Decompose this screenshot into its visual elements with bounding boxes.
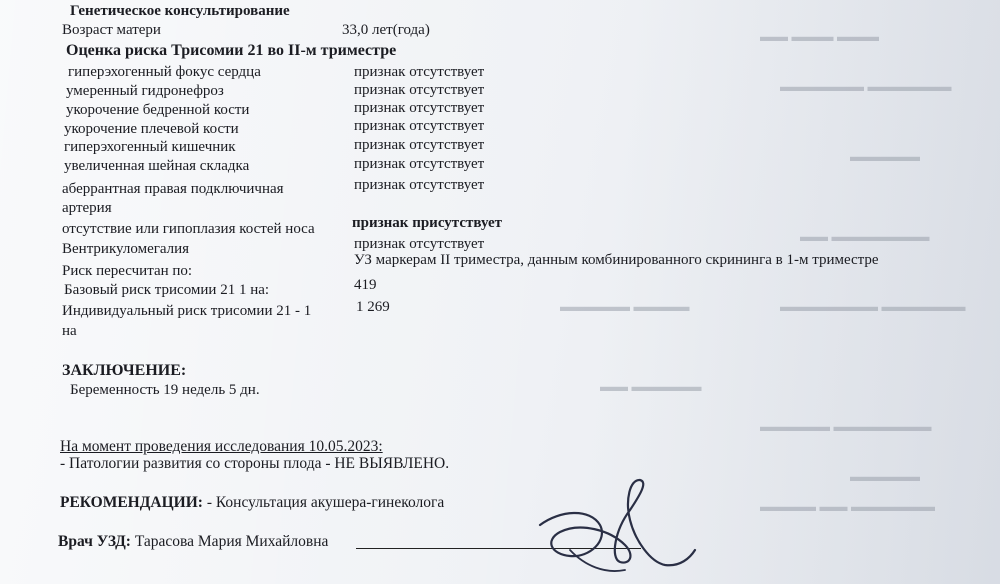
handwritten-signature	[530, 470, 700, 580]
marker-value: признак отсутствует	[354, 236, 485, 252]
marker-value-present: признак присутствует	[352, 215, 503, 231]
marker-label: Вентрикуломегалия	[62, 241, 190, 257]
marker-label: аберрантная правая подключичная	[62, 181, 284, 197]
recommendations-label: РЕКОМЕНДАЦИИ:	[60, 494, 203, 511]
marker-label: укорочение плечевой кости	[64, 121, 239, 137]
marker-label: отсутствие или гипоплазия костей носа	[62, 221, 315, 237]
recommendations-text: - Консультация акушера-гинеколога	[206, 494, 445, 511]
document-sheet: ▬▬▬ ▬▬▬ ▬▬ ▬▬▬▬▬▬ ▬▬▬▬▬▬ ▬▬▬▬▬ ▬▬▬▬▬▬▬ ▬▬ ▬▬▬▬▬▬ ▬▬▬▬▬▬▬ ▬▬▬▬ ▬▬▬▬▬ ▬▬▬▬▬ ▬▬ ▬▬▬▬▬▬▬ ▬▬▬▬▬ ▬▬▬▬▬ ▬▬▬▬▬▬ ▬▬ ▬▬▬▬ Генетическое консультирование Возраст матери 33,0 лет(года) Оценка риска Трисомии 21 во II-м триместре гиперэхогенный фокус сердца признак отсутствует умеренный гидронефроз признак отсутствует укорочение бедренной кости признак отсутствует укорочение плечевой кости признак отсутствует гиперэхогенный кишечник признак отсутствует увеличенная шейная складка признак отсутствует аберрантная правая подключичная артерия признак отсутствует отсутствие или гипоплазия костей носа признак присутствует Вентрикуломегалия признак отсутствует Риск пересчитан по: УЗ маркерам II триместра, данным комбинированного скрининга в 1-м триместре Базовый риск трисомии 21 1 на: 419 Индивидуальный риск трисомии 21 - 1 на 1 269 ЗАКЛЮЧЕНИЕ: Беременность 19 недель 5 дн. На момент проведения исследования 10.05.2023: - Патологии развития со стороны плода - НЕ ВЫЯВЛЕНО. РЕКОМЕНДАЦИИ: - Консультация акушера-гинеколога Врач УЗД: Тарасова Мария Михайловна	[0, 0, 1000, 584]
recommendations	[60, 494, 444, 512]
doctor-label: Врач УЗД:	[58, 533, 131, 550]
marker-value: признак отсутствует	[354, 177, 485, 193]
individual-risk-value: 1 269	[356, 299, 390, 315]
section-heading: Генетическое консультирование	[70, 3, 290, 19]
marker-label: умеренный гидронефроз	[66, 83, 224, 99]
individual-risk-label: Индивидуальный риск трисомии 21 - 1	[62, 303, 312, 319]
base-risk-label: Базовый риск трисомии 21 1 на:	[64, 282, 270, 298]
marker-value: признак отсутствует	[354, 100, 485, 116]
base-risk-value: 419	[354, 277, 377, 293]
risk-title: Оценка риска Трисомии 21 во II-м триместре	[66, 42, 397, 59]
pregnancy-term: Беременность 19 недель 5 дн.	[70, 382, 260, 398]
pathology-result: - Патологии развития со стороны плода - НЕ ВЫЯВЛЕНО.	[60, 455, 450, 472]
conclusion-title: ЗАКЛЮЧЕНИЕ:	[62, 362, 187, 379]
doctor-line	[58, 533, 328, 551]
individual-risk-label-cont: на	[62, 323, 77, 339]
marker-value: признак отсутствует	[354, 137, 485, 153]
doctor-name: Тарасова Мария Михайловна	[134, 533, 329, 550]
marker-label: гиперэхогенный фокус сердца	[68, 64, 261, 80]
marker-value: признак отсутствует	[354, 82, 485, 98]
maternal-age-value: 33,0 лет(года)	[342, 22, 430, 38]
recalc-value: УЗ маркерам II триместра, данным комбинированного скрининга в 1-м триместре	[354, 252, 879, 268]
marker-value: признак отсутствует	[354, 64, 485, 80]
marker-label-cont: артерия	[62, 200, 112, 216]
marker-label: гиперэхогенный кишечник	[64, 139, 236, 155]
marker-label: увеличенная шейная складка	[64, 158, 250, 174]
marker-value: признак отсутствует	[354, 118, 485, 134]
exam-date-line: На момент проведения исследования 10.05.2023:	[60, 438, 383, 455]
maternal-age-label: Возраст матери	[62, 22, 161, 38]
recalc-label: Риск пересчитан по:	[62, 263, 193, 279]
marker-label: укорочение бедренной кости	[66, 102, 250, 118]
marker-value: признак отсутствует	[354, 156, 485, 172]
